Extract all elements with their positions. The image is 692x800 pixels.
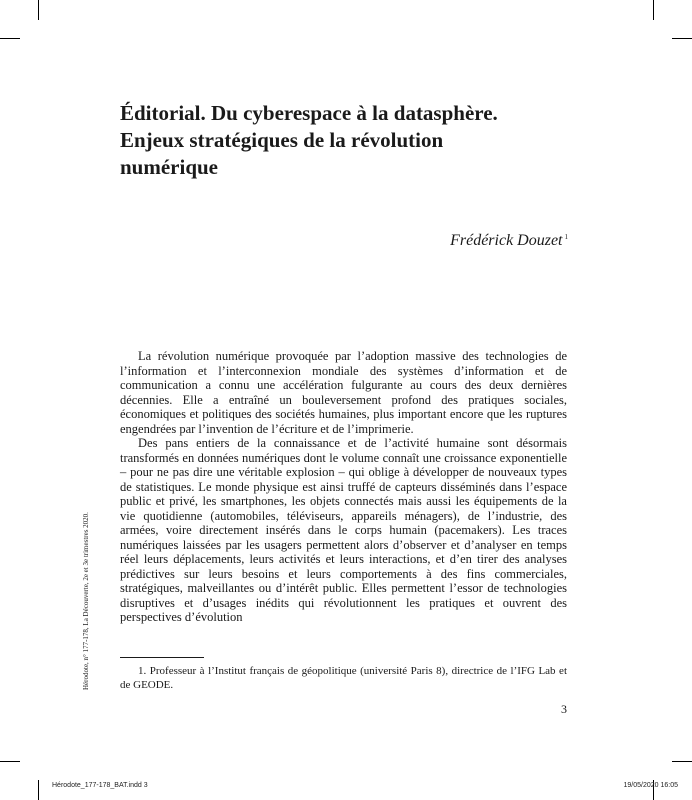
- page-number: 3: [561, 702, 567, 716]
- crop-mark: [672, 38, 692, 39]
- author-name: Frédérick Douzet: [450, 232, 563, 249]
- article-body: [120, 349, 567, 625]
- title-line: Enjeux stratégiques de la révolution: [120, 128, 444, 152]
- journal-citation-sidebar: Hérodote, n° 177-178, La Découverte, 2e et 3e trimestres 2020.: [82, 512, 90, 690]
- author-byline: [450, 232, 568, 250]
- crop-mark: [38, 780, 39, 800]
- crop-mark: [653, 0, 654, 20]
- crop-mark: [672, 761, 692, 762]
- title-line: numérique: [120, 155, 219, 179]
- title-line: Éditorial. Du cyberespace à la datasphère.: [120, 101, 498, 125]
- article-title: [120, 100, 580, 181]
- print-slug-file: Hérodote_177-178_BAT.indd 3: [52, 782, 148, 789]
- crop-mark: [38, 0, 39, 20]
- print-slug-timestamp: 19/05/2020 16:05: [623, 782, 678, 789]
- footnote-reference: 1: [564, 233, 568, 241]
- footnote-divider: [120, 657, 204, 658]
- footnote-text: 1. Professeur à l’Institut français de géopolitique (université Paris 8), directrice de l’IFG Lab et de GEODE.: [120, 665, 567, 691]
- body-paragraph: La révolution numérique provoquée par l’adoption massive des technologies de l’information et l’interconnexion mondiale des systèmes d’information et de communication a connu une accélération fulgurante au cours des deux dernières décennies. Elle a entraîné un bouleversement profond des pratiques sociales, économiques et politiques des sociétés humaines, plus important encore que les ruptures engendrées par l’invention de l’écriture et de l’imprimerie.: [120, 349, 567, 436]
- footnote: [120, 664, 567, 692]
- crop-mark: [0, 761, 20, 762]
- crop-mark: [0, 38, 20, 39]
- body-paragraph: Des pans entiers de la connaissance et de l’activité humaine sont désormais transformés en données numériques dont le volume connaît une croissance exponentielle – pour ne pas dire une véritable explosion – qui oblige à développer de nouveaux types de statistiques. Le monde physique est ainsi truffé de capteurs disséminés dans l’espace public et privé, les smartphones, les objets connectés mais aussi les équipements de la vie quotidienne (automobiles, téléviseurs, appareils ménagers), de l’industrie, des armées, voire directement insérés dans le corps humain (pacemakers). Les traces numériques laissées par les usagers permettent alors d’observer et d’analyser en temps réel leurs déplacements, leurs activités et leurs interactions, et d’en tirer des analyses prédictives sur leurs besoins et leurs comportements à des fins commerciales, stratégiques, malveillantes ou d’intérêt public. Elles permettent l’essor de technologies disruptives et d’usages inédits qui révolutionnent les pratiques et ouvrent des perspectives d’évolution: [120, 436, 567, 624]
